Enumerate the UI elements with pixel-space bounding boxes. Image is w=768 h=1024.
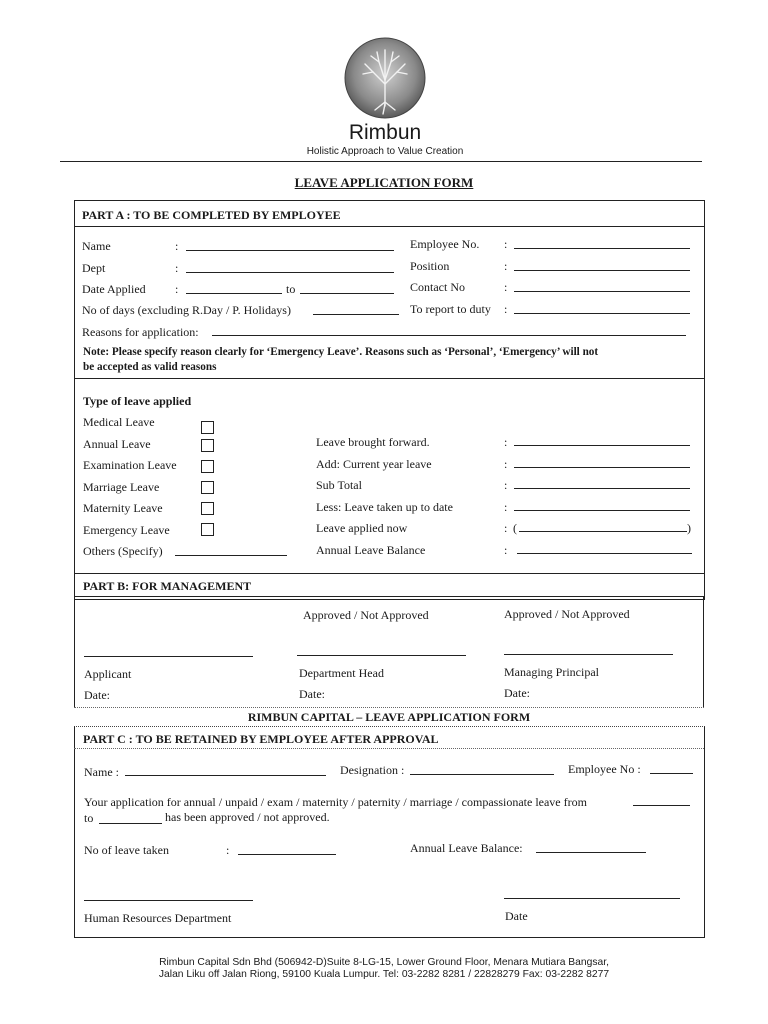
footer-address-line-2: Jalan Liku off Jalan Riong, 59100 Kuala Lumpur. Tel: 03-2282 8281 / 22828279 Fax: 03-2282 8277: [158, 969, 610, 980]
colon: :: [175, 261, 179, 275]
dept-label: Dept: [82, 261, 106, 275]
dept-head-signature-line[interactable]: [297, 655, 466, 656]
footer-address-line-1: Rimbun Capital Sdn Bhd (506942-D)Suite 8-LG-15, Lower Ground Floor, Menara Mutiara Bangsar,: [159, 957, 609, 968]
colon: :: [504, 302, 508, 316]
note-line-2: be accepted as valid reasons: [83, 361, 217, 373]
cut-line: [74, 707, 704, 708]
colon: :: [504, 435, 508, 449]
leave-type-marriage: Marriage Leave: [83, 480, 160, 494]
colon: :: [504, 500, 508, 514]
paren-open: (: [513, 521, 517, 535]
to-label: to: [286, 282, 296, 296]
date-applied-label: Date Applied: [82, 282, 146, 296]
colon: :: [504, 543, 508, 557]
medical-leave-checkbox[interactable]: [201, 421, 214, 434]
approval-managing-principal: Approved / Not Approved: [504, 607, 630, 621]
current-year-field[interactable]: [514, 467, 690, 468]
position-label: Position: [410, 259, 450, 273]
part-c-designation-field[interactable]: [410, 774, 554, 775]
dept-field[interactable]: [186, 272, 394, 273]
leave-type-examination: Examination Leave: [83, 458, 177, 472]
part-c-employee-no-field[interactable]: [650, 773, 693, 774]
part-c-name-field[interactable]: [125, 775, 326, 776]
header-divider: [60, 161, 702, 162]
name-label: Name: [82, 239, 111, 253]
part-b-right-border: [703, 596, 704, 708]
marriage-leave-checkbox[interactable]: [201, 481, 214, 494]
applicant-date-label: Date:: [84, 688, 110, 702]
report-duty-field[interactable]: [514, 313, 690, 314]
contact-no-label: Contact No: [410, 280, 465, 294]
form-title: LEAVE APPLICATION FORM: [294, 175, 474, 190]
colon: :: [504, 259, 508, 273]
leave-type-title: Type of leave applied: [83, 394, 192, 408]
hr-label: Human Resources Department: [84, 911, 232, 925]
part-b-title: PART B: FOR MANAGEMENT: [83, 579, 252, 593]
part-c-employee-no-label: Employee No :: [568, 762, 641, 776]
leave-taken-field[interactable]: [514, 510, 690, 511]
position-field[interactable]: [514, 270, 690, 271]
balance-annual-leave: Annual Leave Balance: [316, 543, 426, 557]
hr-signature-line[interactable]: [84, 900, 253, 901]
applicant-label: Applicant: [84, 667, 132, 681]
leave-type-annual: Annual Leave: [83, 437, 151, 451]
date-signature-line[interactable]: [504, 898, 680, 899]
name-field[interactable]: [186, 250, 394, 251]
leave-type-maternity: Maternity Leave: [83, 501, 163, 515]
part-b-left-border: [74, 596, 75, 708]
part-c-title: PART C : TO BE RETAINED BY EMPLOYEE AFTER APPROVAL: [83, 732, 439, 746]
part-c-annual-balance-field[interactable]: [536, 852, 646, 853]
annual-leave-checkbox[interactable]: [201, 439, 214, 452]
leave-type-others: Others (Specify): [83, 544, 163, 558]
approval-to-label: to: [84, 811, 94, 825]
part-c-title-divider: [74, 748, 704, 749]
colon: :: [504, 478, 508, 492]
others-specify-field[interactable]: [175, 555, 287, 556]
employee-no-field[interactable]: [514, 248, 690, 249]
company-tagline: Holistic Approach to Value Creation: [306, 146, 464, 157]
colon: :: [175, 282, 179, 296]
note-line-1: Note: Please specify reason clearly for ‘Emergency Leave’. Reasons such as ‘Personal’, ‘Emergency’ will not: [83, 346, 599, 358]
managing-principal-label: Managing Principal: [504, 665, 599, 679]
approval-text-line-1: Your application for annual / unpaid / exam / maternity / paternity / marriage / compassionate leave from: [84, 795, 587, 809]
company-name: Rimbun: [348, 121, 422, 144]
colon: :: [504, 237, 508, 251]
balance-current-year: Add: Current year leave: [316, 457, 432, 471]
no-of-days-field[interactable]: [313, 314, 399, 315]
dept-head-label: Department Head: [299, 666, 384, 680]
part-b-top-divider: [74, 573, 704, 574]
employee-no-label: Employee No.: [410, 237, 480, 251]
examination-leave-checkbox[interactable]: [201, 460, 214, 473]
contact-no-field[interactable]: [514, 291, 690, 292]
colon: :: [504, 457, 508, 471]
balance-leave-taken: Less: Leave taken up to date: [316, 500, 453, 514]
balance-brought-forward: Leave brought forward.: [316, 435, 430, 449]
report-duty-label: To report to duty: [410, 302, 491, 316]
part-c-date-label: Date: [505, 909, 528, 923]
part-c-annual-balance-label: Annual Leave Balance:: [410, 841, 523, 855]
part-c-name-label: Name :: [84, 765, 119, 779]
leave-type-emergency: Emergency Leave: [83, 523, 170, 537]
reasons-label: Reasons for application:: [82, 325, 199, 339]
brought-forward-field[interactable]: [514, 445, 690, 446]
colon: :: [175, 239, 179, 253]
sub-total-field[interactable]: [514, 488, 690, 489]
balance-leave-applied: Leave applied now: [316, 521, 408, 535]
part-b-title-divider: [74, 596, 704, 597]
no-of-leave-taken-label: No of leave taken: [84, 843, 169, 857]
colon: :: [226, 843, 230, 857]
no-of-days-label: No of days (excluding R.Day / P. Holidays): [82, 303, 291, 317]
colon: :: [504, 521, 508, 535]
part-a-title-divider: [74, 226, 704, 227]
approval-dept-head: Approved / Not Approved: [303, 608, 429, 622]
leave-type-medical: Medical Leave: [83, 415, 155, 429]
part-c-subtitle: RIMBUN CAPITAL – LEAVE APPLICATION FORM: [247, 710, 531, 724]
dept-head-date-label: Date:: [299, 687, 325, 701]
managing-principal-date-label: Date:: [504, 686, 530, 700]
leave-from-field[interactable]: [633, 805, 690, 806]
part-c-designation-label: Designation :: [340, 763, 405, 777]
balance-sub-total: Sub Total: [316, 478, 362, 492]
part-c-frame: [74, 726, 705, 938]
no-of-leave-taken-field[interactable]: [238, 854, 336, 855]
managing-principal-signature-line[interactable]: [504, 654, 673, 655]
part-a-divider: [74, 378, 704, 379]
paren-close: ): [687, 521, 691, 535]
reasons-field[interactable]: [212, 335, 686, 336]
part-a-title: PART A : TO BE COMPLETED BY EMPLOYEE: [82, 208, 341, 222]
maternity-leave-checkbox[interactable]: [201, 502, 214, 515]
annual-balance-field[interactable]: [517, 553, 692, 554]
approval-text-line-2: has been approved / not approved.: [165, 810, 330, 824]
leave-to-field[interactable]: [99, 823, 162, 824]
rimbun-tree-logo-icon: [343, 36, 427, 120]
applicant-signature-line[interactable]: [84, 656, 253, 657]
leave-applied-field[interactable]: [519, 531, 687, 532]
date-applied-to-field[interactable]: [300, 293, 394, 294]
colon: :: [504, 280, 508, 294]
emergency-leave-checkbox[interactable]: [201, 523, 214, 536]
date-applied-from-field[interactable]: [186, 293, 282, 294]
